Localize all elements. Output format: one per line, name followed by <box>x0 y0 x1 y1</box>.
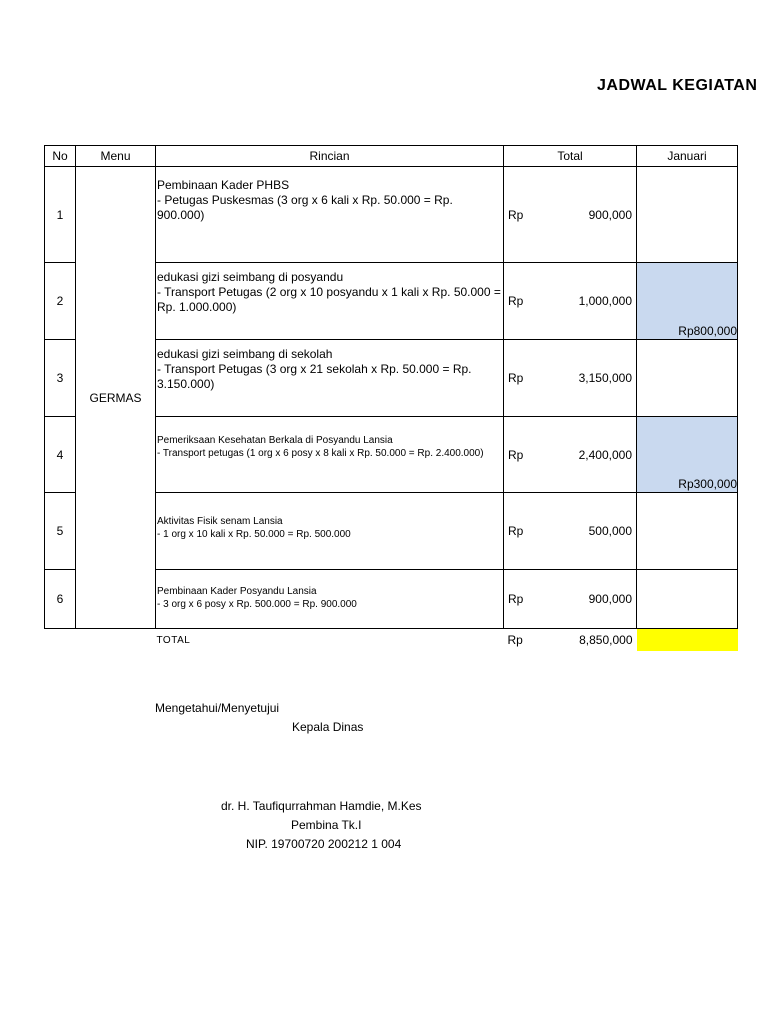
currency-label: Rp <box>507 633 523 647</box>
row-no: 6 <box>45 570 76 629</box>
rincian-title: Pembinaan Kader Posyandu Lansia <box>157 586 317 597</box>
signatory-rank: Pembina Tk.I <box>291 818 362 832</box>
position-label: Kepala Dinas <box>292 720 364 734</box>
rincian-cell <box>156 417 504 493</box>
januari-value: Rp300,000 <box>678 477 737 491</box>
header-rincian: Rincian <box>156 146 504 167</box>
januari-cell-highlighted <box>637 263 738 340</box>
row-no: 3 <box>45 340 76 417</box>
table-row <box>45 167 738 263</box>
header-total: Total <box>504 146 637 167</box>
row-no: 4 <box>45 417 76 493</box>
januari-cell <box>637 340 738 417</box>
currency-label: Rp <box>508 371 524 385</box>
rincian-detail: - Transport Petugas (2 org x 10 posyandu x 1 kali x Rp. 50.000 = Rp. 1.000.000) <box>157 285 501 314</box>
januari-value: Rp800,000 <box>678 324 737 338</box>
rincian-title: edukasi gizi seimbang di sekolah <box>157 347 333 361</box>
rincian-detail: - 1 org x 10 kali x Rp. 50.000 = Rp. 500.000 <box>157 529 351 540</box>
januari-cell-highlighted <box>637 417 738 493</box>
total-cell <box>504 417 637 493</box>
rincian-cell <box>156 167 504 263</box>
rincian-cell <box>156 493 504 570</box>
currency-label: Rp <box>508 592 524 606</box>
januari-cell <box>637 493 738 570</box>
total-value: 2,400,000 <box>578 447 632 462</box>
rincian-detail: - Transport Petugas (3 org x 21 sekolah x Rp. 50.000 = Rp. 3.150.000) <box>157 362 472 391</box>
schedule-table <box>44 145 738 651</box>
total-value: 3,150,000 <box>578 371 632 385</box>
total-cell <box>504 263 637 340</box>
total-cell <box>504 167 637 263</box>
signatory-name: dr. H. Taufiqurrahman Hamdie, M.Kes <box>221 799 422 813</box>
total-value: 900,000 <box>588 592 632 606</box>
header-januari: Januari <box>637 146 738 167</box>
rincian-cell <box>156 263 504 340</box>
grand-total-value: 8,850,000 <box>579 633 633 647</box>
januari-total-cell <box>637 629 738 652</box>
total-label: TOTAL <box>156 634 191 646</box>
rincian-detail: - 3 org x 6 posy x Rp. 500.000 = Rp. 900.000 <box>157 599 357 610</box>
total-cell <box>504 340 637 417</box>
rincian-title: edukasi gizi seimbang di posyandu <box>157 270 344 284</box>
grand-total-cell <box>504 629 637 652</box>
rincian-title: Pemeriksaan Kesehatan Berkala di Posyandu Lansia <box>157 435 393 446</box>
table-header-row <box>45 146 738 167</box>
total-cell <box>504 493 637 570</box>
januari-cell <box>637 570 738 629</box>
rincian-cell <box>156 340 504 417</box>
row-no: 2 <box>45 263 76 340</box>
menu-cell: GERMAS <box>76 167 156 629</box>
rincian-title: Aktivitas Fisik senam Lansia <box>157 516 283 527</box>
approval-label: Mengetahui/Menyetujui <box>155 701 280 715</box>
row-no: 5 <box>45 493 76 570</box>
rincian-cell <box>156 570 504 629</box>
total-value: 1,000,000 <box>578 294 632 308</box>
total-value: 500,000 <box>588 524 632 538</box>
row-no: 1 <box>45 167 76 263</box>
currency-label: Rp <box>508 207 524 222</box>
header-no: No <box>45 146 76 167</box>
januari-cell <box>637 167 738 263</box>
total-row <box>45 629 738 652</box>
rincian-title: Pembinaan Kader PHBS <box>157 178 290 192</box>
currency-label: Rp <box>508 447 524 462</box>
rincian-detail: - Petugas Puskesmas (3 org x 6 kali x Rp. 50.000 = Rp. 900.000) <box>157 193 453 222</box>
page-title: JADWAL KEGIATAN <box>597 77 758 94</box>
total-cell <box>504 570 637 629</box>
currency-label: Rp <box>508 294 524 308</box>
total-value: 900,000 <box>588 207 632 222</box>
header-menu: Menu <box>76 146 156 167</box>
rincian-detail: - Transport petugas (1 org x 6 posy x 8 kali x Rp. 50.000 = Rp. 2.400.000) <box>157 448 484 459</box>
currency-label: Rp <box>508 524 524 538</box>
signatory-nip: NIP. 19700720 200212 1 004 <box>246 837 402 851</box>
